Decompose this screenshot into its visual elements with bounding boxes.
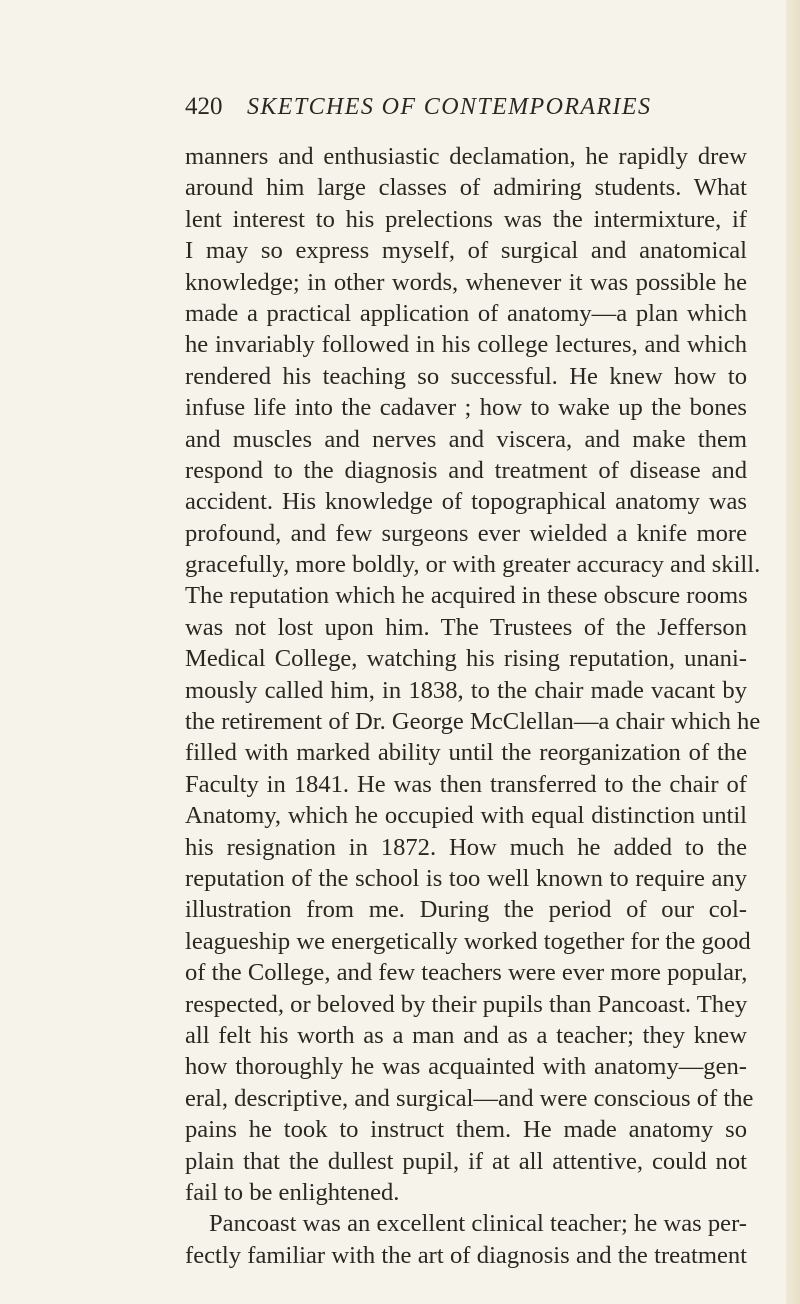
running-head (185, 92, 745, 126)
text-line: profound, and few surgeons ever wielded a knife more (185, 519, 747, 547)
paragraph-start-line: Pancoast was an excellent clinical teacher; he was per- (209, 1210, 747, 1238)
text-line: accident. His knowledge of topographical anatomy was (185, 488, 747, 516)
text-line: pains he took to instruct them. He made anatomy so (185, 1116, 747, 1144)
text-line: gracefully, more boldly, or with greater accuracy and skill. (185, 551, 761, 579)
text-line: he invariably followed in his college lectures, and which (185, 331, 747, 359)
text-line: respond to the diagnosis and treatment of disease and (185, 456, 747, 484)
text-line: eral, descriptive, and surgical—and were conscious of the (185, 1084, 754, 1112)
page-edge (786, 0, 800, 1304)
paragraph-end-line: fail to be enlightened. (185, 1178, 400, 1206)
text-line: infuse life into the cadaver ; how to wake up the bones (185, 394, 747, 422)
text-line: mously called him, in 1838, to the chair made vacant by (185, 676, 747, 704)
text-line: how thoroughly he was acquainted with anatomy—gen- (185, 1053, 747, 1081)
text-line: all felt his worth as a man and as a teacher; they knew (185, 1021, 747, 1049)
text-line: plain that the dullest pupil, if at all attentive, could not (185, 1147, 747, 1175)
text-line: the retirement of Dr. George McClellan—a chair which he (185, 708, 761, 736)
text-line: of the College, and few teachers were ever more popular, (185, 959, 748, 987)
text-line: I may so express myself, of surgical and anatomical (185, 237, 747, 265)
text-line: around him large classes of admiring students. What (185, 174, 747, 202)
text-line: and muscles and nerves and viscera, and make them (185, 425, 747, 453)
text-line: rendered his teaching so successful. He knew how to (185, 362, 747, 390)
text-line: reputation of the school is too well known to require any (185, 864, 747, 892)
text-line: Anatomy, which he occupied with equal distinction until (185, 802, 747, 830)
running-title: SKETCHES OF CONTEMPORARIES (247, 94, 652, 120)
body-text (185, 141, 761, 1271)
text-line: made a practical application of anatomy—a plan which (185, 299, 747, 327)
text-line: lent interest to his prelections was the intermixture, if (185, 205, 747, 233)
text-line: Medical College, watching his rising reputation, unani- (185, 645, 747, 673)
text-line: manners and enthusiastic declamation, he rapidly drew (185, 143, 747, 170)
text-line: respected, or beloved by their pupils than Pancoast. They (185, 990, 748, 1018)
text-line: Faculty in 1841. He was then transferred to the chair of (185, 770, 747, 798)
text-line: The reputation which he acquired in these obscure rooms (185, 582, 748, 610)
text-line: knowledge; in other words, whenever it was possible he (185, 268, 747, 296)
text-line: his resignation in 1872. How much he added to the (185, 833, 747, 861)
text-line: was not lost upon him. The Trustees of the Jefferson (185, 613, 747, 641)
text-line: illustration from me. During the period of our col- (185, 896, 747, 924)
text-line: filled with marked ability until the reorganization of the (185, 739, 747, 767)
text-line: fectly familiar with the art of diagnosis and the treatment (185, 1241, 747, 1269)
text-line: leagueship we energetically worked together for the good (185, 927, 751, 955)
page-number: 420 (185, 93, 223, 120)
